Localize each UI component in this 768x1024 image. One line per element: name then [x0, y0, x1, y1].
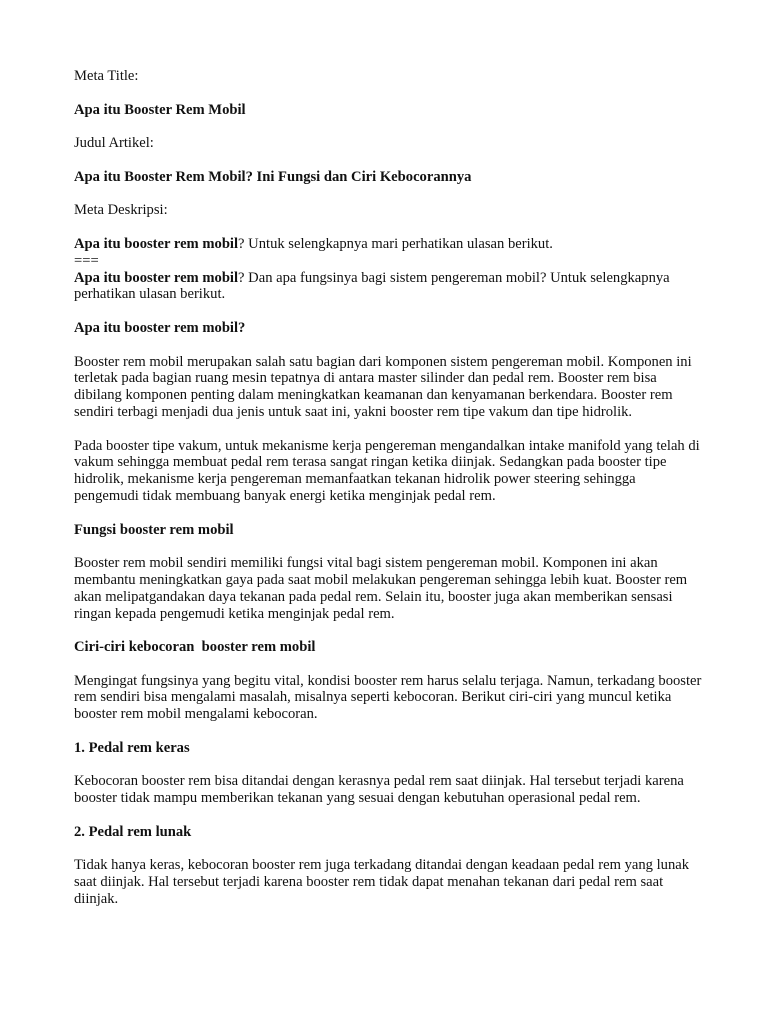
heading-what-is: Apa itu booster rem mobil?	[74, 319, 246, 336]
meta-description-2	[74, 270, 704, 304]
meta-description-1	[74, 236, 704, 253]
document-page	[74, 68, 704, 925]
paragraph-3: Booster rem mobil sendiri memiliki fungsi vital bagi sistem pengereman mobil. Komponen ini akan membantu meningkatkan gaya pada saat mobil melakukan pengereman sehingga lebih kuat. Booster rem akan melipatgandakan daya tekanan pada pedal rem. Selain itu, booster juga akan memberikan sensasi ringan kepada pengemudi ketika menginjak pedal rem.	[74, 555, 688, 622]
paragraph-2: Pada booster tipe vakum, untuk mekanisme kerja pengereman mengandalkan intake manifold yang telah di vakum sehingga membuat pedal rem terasa sangat ringan ketika diinjak. Sedangkan pada booster tipe hidrolik, mekanisme kerja pengereman memanfaatkan tekanan hidrolik power steering sehingga pengemudi tidak membuang banyak energi ketika menginjak pedal rem.	[74, 437, 700, 504]
paragraph-5: Kebocoran booster rem bisa ditandai dengan kerasnya pedal rem saat diinjak. Hal tersebut terjadi karena booster tidak mampu memberikan tekanan yang sesuai dengan kebutuhan operasional pedal rem.	[74, 773, 684, 807]
paragraph-1: Booster rem mobil merupakan salah satu bagian dari komponen sistem pengereman mobil. Komponen ini terletak pada bagian ruang mesin tepatnya di antara master silinder dan pedal rem. Booster rem bisa dibilang komponen penting dalam meningkatkan keamanan dan kenyamanan berkendara. Booster rem sendiri terbagi menjadi dua jenis untuk saat ini, yakni booster rem tipe vakum dan tipe hidrolik.	[74, 353, 692, 420]
paragraph-6: Tidak hanya keras, kebocoran booster rem juga terkadang ditandai dengan keadaan pedal rem yang lunak saat diinjak. Hal tersebut terjadi karena booster rem tidak dapat menahan tekanan dari pedal rem saat diinjak.	[74, 857, 690, 908]
heading-function: Fungsi booster rem mobil	[74, 521, 234, 538]
meta-title: Apa itu Booster Rem Mobil	[74, 101, 246, 118]
separator: ===	[74, 252, 99, 269]
meta-description-2-bold: Apa itu booster rem mobil	[74, 269, 239, 286]
meta-description-label: Meta Deskripsi:	[74, 202, 168, 219]
paragraph-4: Mengingat fungsinya yang begitu vital, kondisi booster rem harus selalu terjaga. Namun, terkadang booster rem sendiri bisa mengalami masalah, misalnya seperti kebocoran. Berikut ciri-ciri yang muncul ketika booster rem mobil mengalami kebocoran.	[74, 672, 702, 723]
article-title: Apa itu Booster Rem Mobil? Ini Fungsi dan Ciri Kebocorannya	[74, 168, 472, 185]
meta-description-1-rest: ? Untuk selengkapnya mari perhatikan ulasan berikut.	[238, 235, 553, 252]
meta-description-1-bold: Apa itu booster rem mobil	[74, 235, 239, 252]
meta-description-2-rest: ? Dan apa fungsinya bagi sistem pengereman mobil? Untuk selengkapnya perhatikan ulasan berikut.	[74, 269, 670, 303]
heading-leak-signs: Ciri-ciri kebocoran booster rem mobil	[74, 639, 316, 656]
meta-title-label: Meta Title:	[74, 68, 139, 84]
article-title-label: Judul Artikel:	[74, 135, 154, 152]
heading-soft-pedal: 2. Pedal rem lunak	[74, 823, 192, 840]
heading-hard-pedal: 1. Pedal rem keras	[74, 739, 190, 756]
